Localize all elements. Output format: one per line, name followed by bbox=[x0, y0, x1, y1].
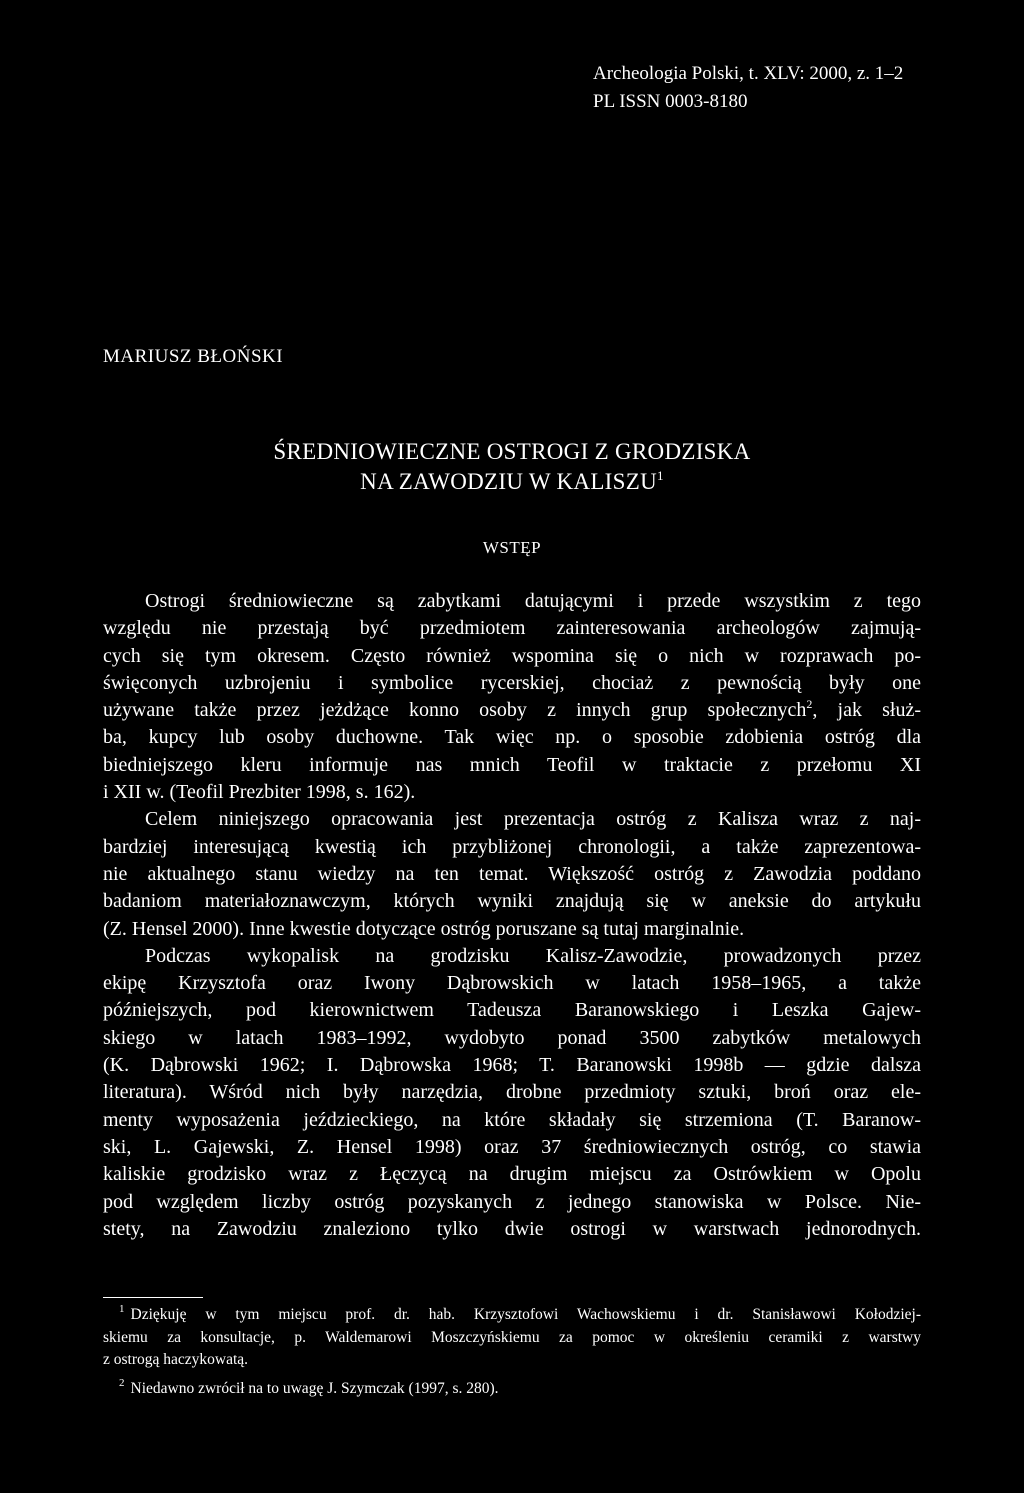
body-line: (Z. Hensel 2000). Inne kwestie dotyczące ostróg poruszane są tutaj marginalnie. bbox=[103, 917, 745, 940]
body-line: literatura). Wśród nich były narzędzia, drobne przedmioty sztuki, broń oraz ele- bbox=[103, 1081, 921, 1104]
body-line: ekipę Krzysztofa oraz Iwony Dąbrowskich w latach 1958–1965, a także bbox=[103, 972, 921, 995]
footnote-1-line: skiemu za konsultacje, p. Waldemarowi Moszczyńskiemu za pomoc w określeniu ceramiki z warstwy bbox=[103, 1328, 921, 1346]
journal-issn: PL ISSN 0003-8180 bbox=[593, 91, 748, 112]
body-line: bardziej interesującą kwestią ich przybliżonej chronologii, a także zaprezentowa- bbox=[103, 835, 921, 858]
body-line: i XII w. (Teofil Prezbiter 1998, s. 162). bbox=[103, 781, 416, 804]
body-line: cych się tym okresem. Często również wspomina się o nich w rozprawach po- bbox=[103, 644, 921, 667]
journal-citation: Archeologia Polski, t. XLV: 2000, z. 1–2 bbox=[593, 63, 904, 84]
body-line: pod względem liczby ostróg pozyskanych z jednego stanowiska w Polsce. Nie- bbox=[103, 1190, 921, 1213]
body-line: ski, L. Gajewski, Z. Hensel 1998) oraz 37 średniowiecznych ostróg, co stawia bbox=[103, 1135, 921, 1158]
footnote-ref-2: 2 bbox=[806, 697, 813, 712]
author-name: MARIUSZ BŁOŃSKI bbox=[103, 346, 284, 367]
body-line: biedniejszego kleru informuje nas mnich Teofil w traktacie z przełomu XI bbox=[103, 753, 921, 776]
body-line: Celem niniejszego opracowania jest prezentacja ostróg z Kalisza wraz z naj- bbox=[145, 808, 921, 831]
body-line: badaniom materiałoznawczym, których wyniki znajdują się w aneksie do artykułu bbox=[103, 890, 921, 913]
footnote-1-text: Dziękuję w tym miejscu prof. dr. hab. Krzysztofowi Wachowskiemu i dr. Stanisławowi Kołodziej- bbox=[130, 1306, 921, 1323]
article-body bbox=[103, 588, 921, 1243]
journal-header bbox=[593, 60, 903, 116]
body-line bbox=[103, 697, 921, 724]
body-line: święconych uzbrojeniu i symbolice rycerskiej, chociaż z pewnością były one bbox=[103, 671, 921, 694]
body-line: (K. Dąbrowski 1962; I. Dąbrowska 1968; T. Baranowski 1998b — gdzie dalsza bbox=[103, 1054, 921, 1077]
title-line-2-text: NA ZAWODZIU W KALISZU bbox=[360, 469, 657, 494]
body-line: skiego w latach 1983–1992, wydobyto ponad 3500 zabytków metalowych bbox=[103, 1026, 921, 1049]
body-line: Podczas wykopalisk na grodzisku Kalisz-Zawodzie, prowadzonych przez bbox=[145, 944, 921, 967]
title-line-1: ŚREDNIOWIECZNE OSTROGI Z GRODZISKA bbox=[273, 439, 751, 464]
body-line: Ostrogi średniowieczne są zabytkami datującymi i przede wszystkim z tego bbox=[145, 590, 921, 612]
footnote-1-line: z ostrogą haczykowatą. bbox=[103, 1351, 249, 1368]
title-footnote-mark: 1 bbox=[657, 468, 664, 483]
title-line-2 bbox=[140, 467, 884, 497]
footnotes bbox=[103, 1304, 921, 1400]
footnote-2-text: Niedawno zwrócił na to uwagę J. Szymczak (1997, s. 280). bbox=[130, 1379, 499, 1397]
body-line: menty wyposażenia jeździeckiego, na które składały się strzemiona (T. Baranow- bbox=[103, 1108, 921, 1131]
body-line: nie aktualnego stanu wiedzy na ten temat. Większość ostróg z Zawodzia poddano bbox=[103, 862, 921, 885]
body-line: późniejszych, pod kierownictwem Tadeusza Baranowskiego i Leszka Gajew- bbox=[103, 999, 921, 1022]
body-line: względu nie przestają być przedmiotem zainteresowania archeologów zajmują- bbox=[103, 617, 921, 640]
body-line: ba, kupcy lub osoby duchowne. Tak więc np. o sposobie zdobienia ostróg dla bbox=[103, 726, 921, 749]
footnote-divider bbox=[103, 1297, 203, 1298]
footnote-1-mark: 1 bbox=[119, 1303, 125, 1315]
footnote-1-line bbox=[103, 1304, 921, 1327]
article-title bbox=[140, 437, 884, 497]
footnote-2-mark: 2 bbox=[119, 1376, 125, 1389]
body-line: stety, na Zawodziu znaleziono tylko dwie ostrogi w warstwach jednorodnych. bbox=[103, 1217, 921, 1240]
footnote-2-line bbox=[103, 1378, 921, 1401]
section-heading: WSTĘP bbox=[482, 538, 542, 557]
body-line: kaliskie grodzisko wraz z Łęczycą na drugim miejscu za Ostrówkiem w Opolu bbox=[103, 1163, 921, 1186]
body-line-part: , jak służ- bbox=[812, 699, 921, 722]
body-line-part: używane także przez jeżdżące konno osoby z innych grup społecznych bbox=[103, 699, 807, 722]
